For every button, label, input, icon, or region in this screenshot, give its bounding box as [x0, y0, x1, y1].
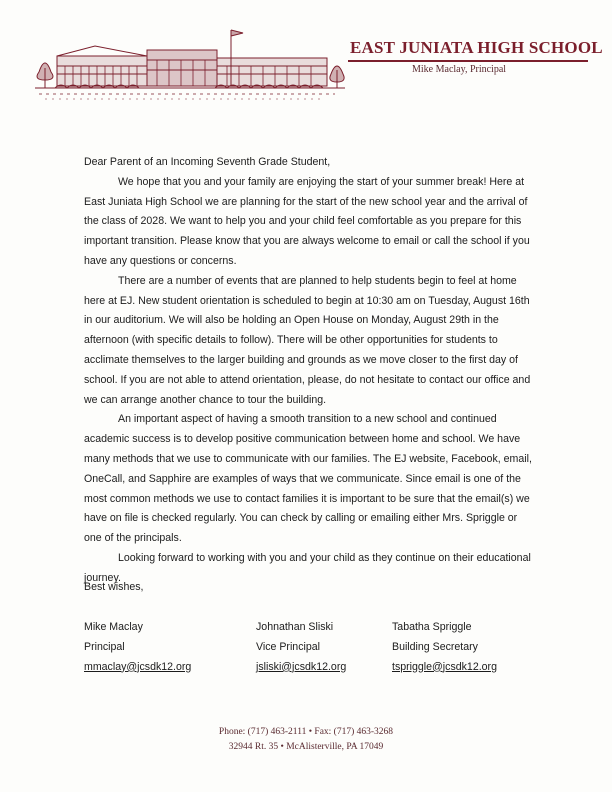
footer [0, 725, 612, 755]
salutation: Dear Parent of an Incoming Seventh Grade Student, [84, 156, 331, 168]
signature-title: Principal [84, 640, 125, 653]
letter-body [84, 153, 534, 589]
signature-secretary [392, 618, 497, 677]
footer-contact: Phone: (717) 463-2111 • Fax: (717) 463-3268 [218, 727, 394, 737]
email-link[interactable]: tspriggle@jcsdk12.org [392, 660, 497, 673]
closing: Best wishes, [84, 581, 144, 593]
signature-name: Johnathan Sliski [256, 621, 334, 633]
email-link[interactable]: mmaclay@jcsdk12.org [84, 660, 192, 673]
signature-title: Vice Principal [256, 640, 320, 653]
footer-address: 32944 Rt. 35 • McAlisterville, PA 17049 [228, 742, 384, 752]
principal-line: Mike Maclay, Principal [412, 64, 507, 75]
signature-name: Tabatha Spriggle [392, 621, 472, 633]
paragraph-events: There are a number of events that are planned to help students begin to feel at home here at EJ. New student orientation is scheduled to begin at 10:30 am on Tuesday, August 16th in our auditorium. We will also be holding an Open House on Monday, August 29th in the afternoon (with specific details to follow). There will be other opportunities for students to acclimate themselves to the larger building and grounds as we move closer to the first day of school. If you are not able to attend orientation, please, do not hesitate to contact our office and we can arrange another chance to tour the building. [84, 274, 531, 406]
school-name: EAST JUNIATA HIGH SCHOOL [350, 38, 603, 57]
signature-title: Building Secretary [392, 640, 478, 653]
signature-principal [84, 618, 191, 677]
signature-name: Mike Maclay [84, 621, 143, 633]
letterhead [30, 18, 603, 110]
paragraph-closing: Looking forward to working with you and your child as they continue on their educational journey. [84, 551, 531, 584]
letterhead-rule [348, 60, 588, 62]
email-link[interactable]: jsliski@jcsdk12.org [256, 660, 347, 673]
paragraph-greeting: We hope that you and your family are enjoying the start of your summer break! Here at East Juniata High School we are planning for the start of the new school year and the arrival of the class of 2028. We want to help you and your child feel comfortable as you prepare for this important transition. Please know that you are always welcome to email or call the school if you have any questions or concerns. [84, 175, 530, 267]
signature-vice-principal [256, 618, 346, 677]
paragraph-communication: An important aspect of having a smooth transition to a new school and continued academic success is to develop positive communication between home and school. We have many methods that we use to communicate with our families. The EJ website, Facebook, email, OneCall, and Sapphire are examples of ways that we communicate. Since email is one of the most common methods we use to contact families it is important to be sure that the email(s) we have on file is checked regularly. You can check by calling or emailing either Mrs. Spriggle or one of the principals. [84, 413, 532, 545]
school-building-illustration [35, 22, 353, 102]
